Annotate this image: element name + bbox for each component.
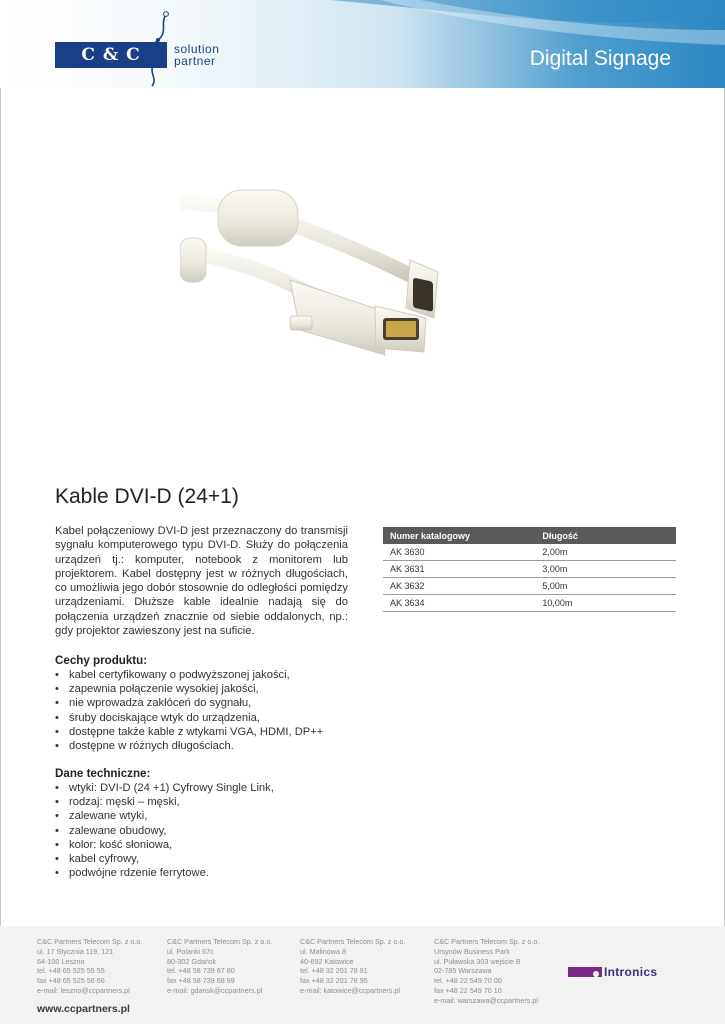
office-line: ul. Malinowa 8 (300, 946, 346, 956)
list-item: • śruby dociskające wtyk do urządzenia, (55, 711, 323, 725)
length: 5,00m (535, 578, 676, 595)
list-item: • nie wprowadza zakłóceń do sygnału, (55, 696, 323, 710)
length: 10,00m (535, 595, 676, 612)
list-item: • rodzaj: męski – męski, (55, 795, 274, 809)
list-item: • zapewnia połączenie wysokiej jakości, (55, 682, 323, 696)
catalog-table (383, 527, 676, 612)
office-line: fax +48 22 549 70 10 (434, 985, 502, 995)
office-warszawa (434, 937, 539, 1006)
office-line: 80-302 Gdańsk (167, 956, 217, 966)
specs-list (55, 781, 274, 880)
length: 2,00m (535, 544, 676, 561)
product-description: Kabel połączeniowy DVI-D jest przeznaczony do transmisji sygnału komputerowego typu DVI-D. Służy do połączenia urządzeń tj.: komputer, notebook z monitorem lub projektorem. Kabel dostępny jest w różnych długościach, co umożliwia jego dobór stosownie do odległości pomiędzy urządzeniami. Dłuższe kable idealnie nadają się do połączenia urządzeń znacznie od siebie oddalonych, np.: gdy projektor zawieszony jest na suficie. (55, 525, 348, 638)
list-item: • zalewane obudowy, (55, 824, 274, 838)
office-email[interactable]: e-mail: warszawa@ccpartners.pl (434, 995, 538, 1005)
list-item: • dostępne w różnych długościach. (55, 739, 323, 753)
catalog-number: AK 3634 (383, 595, 535, 612)
features-list (55, 668, 323, 753)
features-heading: Cechy produktu: (55, 654, 148, 667)
office-katowice (300, 937, 405, 996)
intronics-logo (568, 965, 672, 979)
list-item: • wtyki: DVI-D (24 +1) Cyfrowy Single Link, (55, 781, 274, 795)
office-line: fax +48 58 739 68 99 (167, 976, 235, 986)
office-line: 64-100 Leszno (37, 956, 85, 966)
list-item: • dostępne także kable z wtykami VGA, HDMI, DP++ (55, 725, 323, 739)
catalog-number: AK 3632 (383, 578, 535, 595)
logo-text: C & C (81, 45, 141, 65)
table-row (383, 544, 676, 561)
logo-cable-icon (140, 10, 176, 88)
website-link[interactable]: www.ccpartners.pl (37, 1003, 130, 1015)
intronics-dot-icon (593, 971, 599, 977)
list-item: • kabel certyfikowany o podwyższonej jakości, (55, 668, 323, 682)
office-line: 02-785 Warszawa (434, 966, 492, 976)
intronics-logo-mark (568, 967, 602, 977)
office-line: tel. +48 58 739 67 80 (167, 966, 235, 976)
office-line: C&C Partners Telecom Sp. z o.o. (300, 937, 406, 946)
office-line: fax +48 32 201 78 95 (300, 976, 368, 986)
office-gdansk (167, 937, 272, 996)
column-header-length: Długość (535, 527, 676, 544)
table-row (383, 595, 676, 612)
office-line: ul. Puławska 303 wejście B (434, 956, 521, 966)
table-header-row (383, 527, 676, 544)
office-line: tel. +48 22 549 70 00 (434, 976, 502, 986)
specs-heading: Dane techniczne: (55, 767, 151, 780)
office-line: ul. 17 Stycznia 119, 121 (37, 946, 114, 956)
office-line: Ursynów Business Park (434, 946, 510, 956)
office-email[interactable]: e-mail: leszno@ccpartners.pl (37, 985, 130, 995)
catalog-number: AK 3631 (383, 561, 535, 578)
table-row (383, 578, 676, 595)
office-line: fax +48 65 525 56 66 (37, 976, 105, 986)
tagline-line-1: solution (174, 42, 220, 56)
tagline-line-2: partner (174, 54, 216, 68)
product-title: Kable DVI-D (24+1) (55, 485, 239, 508)
list-item: • zalewane wtyki, (55, 809, 274, 823)
office-email[interactable]: e-mail: gdansk@ccpartners.pl (167, 985, 263, 995)
page-header (0, 0, 725, 88)
office-line: tel. +48 32 201 78 91 (300, 966, 368, 976)
logo-tagline (174, 43, 219, 67)
list-item: • kabel cyfrowy, (55, 852, 274, 866)
dvi-cable-image (180, 180, 440, 370)
column-header-catalog-number: Numer katalogowy (383, 527, 535, 544)
office-leszno (37, 937, 142, 996)
list-item: • kolor: kość słoniowa, (55, 838, 274, 852)
office-line: 40-692 Katowice (300, 956, 354, 966)
office-line: ul. Polanki 67c (167, 946, 214, 956)
length: 3,00m (535, 561, 676, 578)
table-row (383, 561, 676, 578)
list-item: • podwójne rdzenie ferrytowe. (55, 866, 274, 880)
office-line: tel. +48 65 525 55 55 (37, 966, 105, 976)
header-title: Digital Signage (529, 47, 671, 70)
office-line: C&C Partners Telecom Sp. z o.o. (434, 937, 540, 946)
office-line: C&C Partners Telecom Sp. z o.o. (37, 937, 143, 946)
office-email[interactable]: e-mail: katowice@ccpartners.pl (300, 985, 400, 995)
office-line: C&C Partners Telecom Sp. z o.o. (167, 937, 273, 946)
intronics-logo-text: Intronics (604, 965, 658, 979)
catalog-number: AK 3630 (383, 544, 535, 561)
